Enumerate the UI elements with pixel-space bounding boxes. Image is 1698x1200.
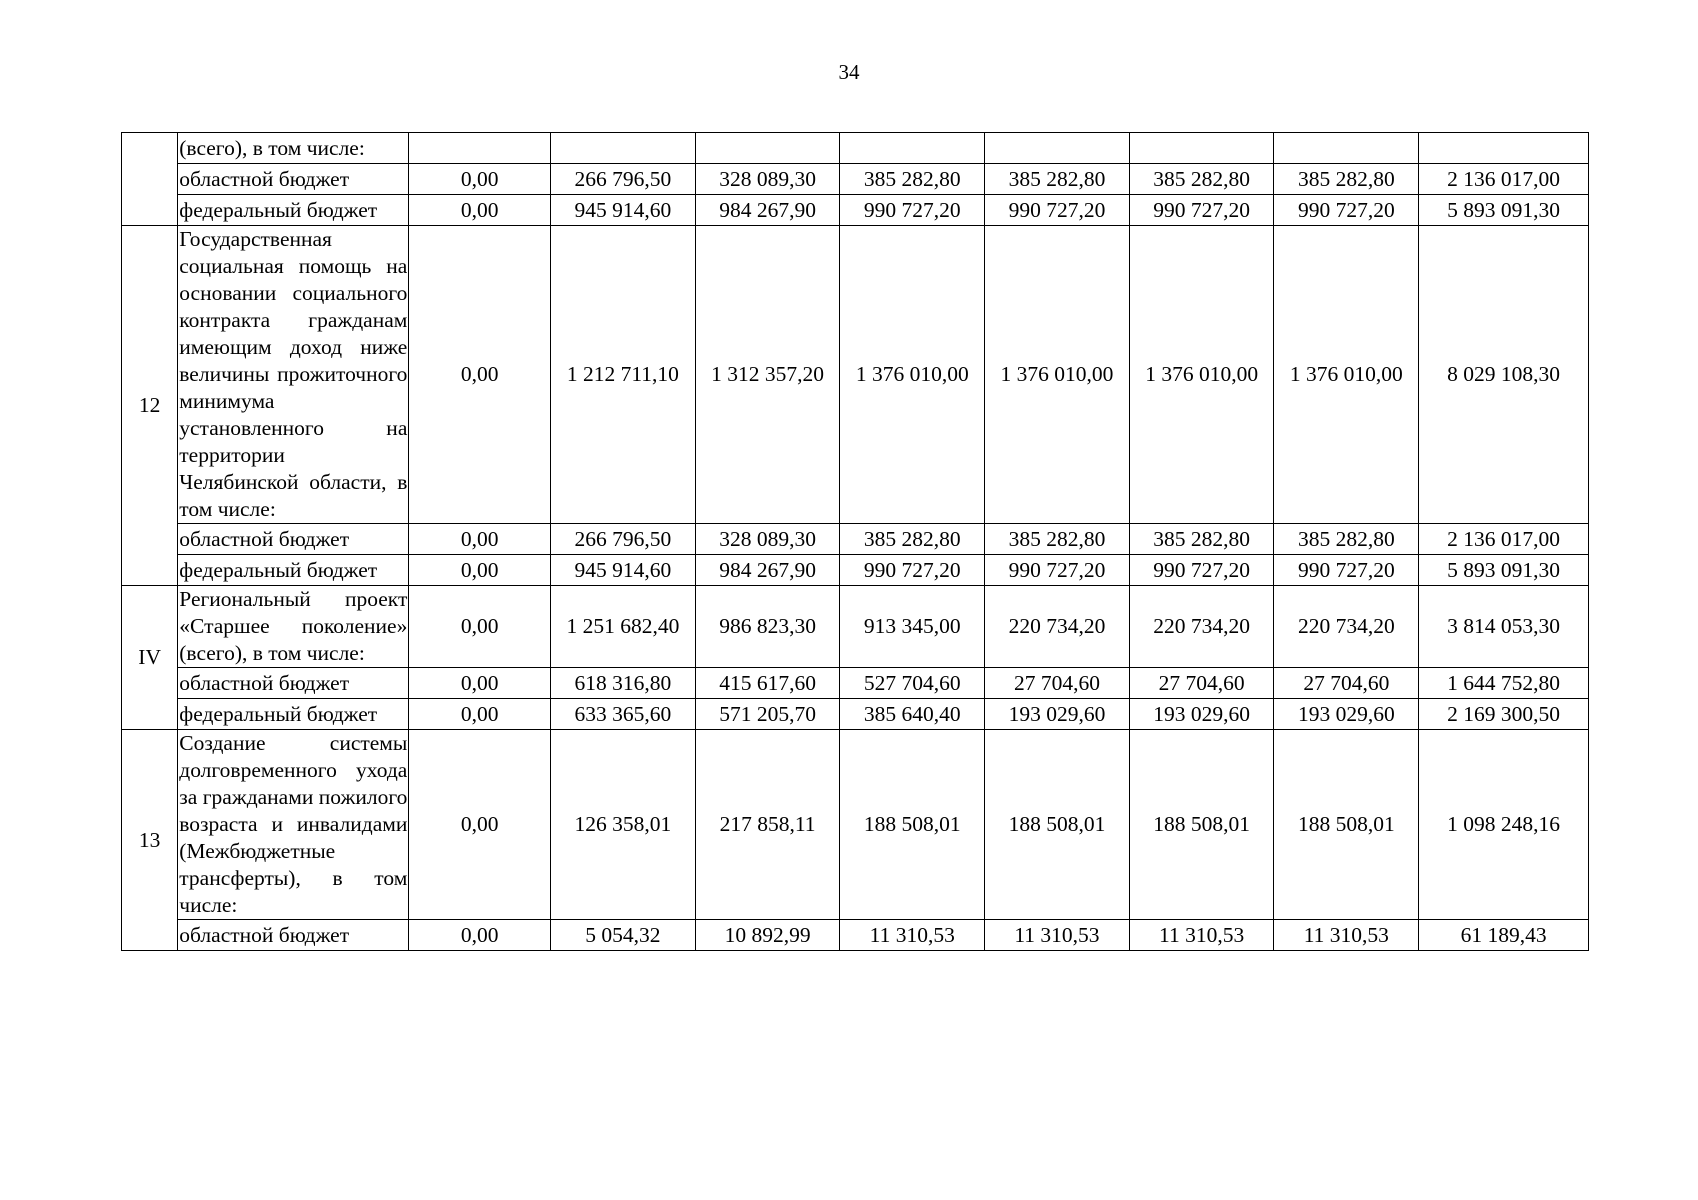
cell-value: 990 727,20: [1129, 555, 1274, 586]
row-label: областной бюджет: [178, 668, 409, 699]
budget-table: [121, 132, 1589, 951]
cell-value: [1129, 133, 1274, 164]
cell-value: 10 892,99: [695, 920, 840, 951]
row-label: Государственная социальная помощь на основании социального контракта гражданам имеющим доход ниже величины прожиточного минимума установленного на территории Челябинской области, в том числе:: [178, 226, 409, 524]
cell-value: 193 029,60: [1274, 699, 1419, 730]
cell-value: 913 345,00: [840, 586, 985, 668]
cell-value: 8 029 108,30: [1419, 226, 1589, 524]
cell-value: 11 310,53: [1129, 920, 1274, 951]
cell-value: 385 640,40: [840, 699, 985, 730]
cell-value: 126 358,01: [551, 730, 696, 920]
cell-value: 266 796,50: [551, 524, 696, 555]
cell-value: 385 282,80: [1274, 524, 1419, 555]
cell-value: 990 727,20: [840, 195, 985, 226]
cell-value: 27 704,60: [1129, 668, 1274, 699]
cell-value: 0,00: [409, 920, 551, 951]
cell-value: 1 376 010,00: [840, 226, 985, 524]
page-number: 34: [838, 60, 860, 84]
cell-value: [840, 133, 985, 164]
cell-value: 986 823,30: [695, 586, 840, 668]
cell-value: 945 914,60: [551, 555, 696, 586]
cell-value: 2 136 017,00: [1419, 524, 1589, 555]
table-row: [122, 555, 1589, 586]
cell-value: 328 089,30: [695, 164, 840, 195]
cell-value: 0,00: [409, 164, 551, 195]
cell-value: 385 282,80: [840, 164, 985, 195]
cell-value: 328 089,30: [695, 524, 840, 555]
cell-value: 11 310,53: [985, 920, 1130, 951]
cell-value: 1 376 010,00: [1129, 226, 1274, 524]
row-label: областной бюджет: [178, 164, 409, 195]
cell-value: 633 365,60: [551, 699, 696, 730]
cell-value: 193 029,60: [1129, 699, 1274, 730]
cell-value: 1 212 711,10: [551, 226, 696, 524]
cell-value: 217 858,11: [695, 730, 840, 920]
cell-value: 1 251 682,40: [551, 586, 696, 668]
cell-value: 0,00: [409, 226, 551, 524]
table-row: [122, 668, 1589, 699]
cell-value: 1 312 357,20: [695, 226, 840, 524]
cell-value: 990 727,20: [840, 555, 985, 586]
row-label: Региональный проект «Старшее поколение» (всего), в том числе:: [178, 586, 409, 668]
cell-value: 990 727,20: [1274, 555, 1419, 586]
cell-value: 27 704,60: [985, 668, 1130, 699]
table-row: [122, 164, 1589, 195]
cell-value: 990 727,20: [1129, 195, 1274, 226]
table-row: [122, 524, 1589, 555]
cell-value: 1 644 752,80: [1419, 668, 1589, 699]
table-row: [122, 699, 1589, 730]
row-index: [122, 133, 178, 226]
cell-value: 27 704,60: [1274, 668, 1419, 699]
cell-value: 385 282,80: [840, 524, 985, 555]
row-index: 13: [122, 730, 178, 951]
cell-value: 11 310,53: [840, 920, 985, 951]
cell-value: 5 893 091,30: [1419, 195, 1589, 226]
cell-value: 5 893 091,30: [1419, 555, 1589, 586]
cell-value: [551, 133, 696, 164]
cell-value: 0,00: [409, 555, 551, 586]
table-row: [122, 195, 1589, 226]
row-label: областной бюджет: [178, 920, 409, 951]
cell-value: [1419, 133, 1589, 164]
cell-value: 0,00: [409, 524, 551, 555]
cell-value: 0,00: [409, 730, 551, 920]
cell-value: 2 169 300,50: [1419, 699, 1589, 730]
row-label: федеральный бюджет: [178, 555, 409, 586]
cell-value: 1 098 248,16: [1419, 730, 1589, 920]
cell-value: 618 316,80: [551, 668, 696, 699]
cell-value: 0,00: [409, 586, 551, 668]
row-label: Создание системы долговременного ухода за гражданами пожилого возраста и инвалидами (Межбюджетные трансферты), в том числе:: [178, 730, 409, 920]
cell-value: 385 282,80: [1129, 524, 1274, 555]
cell-value: 188 508,01: [1274, 730, 1419, 920]
cell-value: 1 376 010,00: [985, 226, 1130, 524]
cell-value: 385 282,80: [1129, 164, 1274, 195]
cell-value: 266 796,50: [551, 164, 696, 195]
cell-value: 220 734,20: [1274, 586, 1419, 668]
cell-value: 193 029,60: [985, 699, 1130, 730]
cell-value: 11 310,53: [1274, 920, 1419, 951]
cell-value: [985, 133, 1130, 164]
row-label: федеральный бюджет: [178, 195, 409, 226]
cell-value: [409, 133, 551, 164]
cell-value: 220 734,20: [985, 586, 1130, 668]
cell-value: 385 282,80: [985, 524, 1130, 555]
table-row: [122, 730, 1589, 920]
cell-value: 188 508,01: [1129, 730, 1274, 920]
cell-value: 571 205,70: [695, 699, 840, 730]
cell-value: [1274, 133, 1419, 164]
table-row: [122, 586, 1589, 668]
row-index: IV: [122, 586, 178, 730]
cell-value: 385 282,80: [1274, 164, 1419, 195]
cell-value: 984 267,90: [695, 555, 840, 586]
cell-value: 61 189,43: [1419, 920, 1589, 951]
cell-value: 1 376 010,00: [1274, 226, 1419, 524]
cell-value: 5 054,32: [551, 920, 696, 951]
cell-value: 0,00: [409, 699, 551, 730]
cell-value: 385 282,80: [985, 164, 1130, 195]
row-label: федеральный бюджет: [178, 699, 409, 730]
cell-value: 527 704,60: [840, 668, 985, 699]
row-label: областной бюджет: [178, 524, 409, 555]
cell-value: 990 727,20: [985, 555, 1130, 586]
cell-value: 188 508,01: [985, 730, 1130, 920]
cell-value: 220 734,20: [1129, 586, 1274, 668]
table-row: [122, 920, 1589, 951]
cell-value: 415 617,60: [695, 668, 840, 699]
cell-value: 3 814 053,30: [1419, 586, 1589, 668]
cell-value: 945 914,60: [551, 195, 696, 226]
cell-value: 990 727,20: [1274, 195, 1419, 226]
cell-value: 984 267,90: [695, 195, 840, 226]
cell-value: [695, 133, 840, 164]
table-row: [122, 133, 1589, 164]
cell-value: 2 136 017,00: [1419, 164, 1589, 195]
cell-value: 188 508,01: [840, 730, 985, 920]
cell-value: 0,00: [409, 195, 551, 226]
row-index: 12: [122, 226, 178, 586]
cell-value: 990 727,20: [985, 195, 1130, 226]
row-label: (всего), в том числе:: [178, 133, 409, 164]
cell-value: 0,00: [409, 668, 551, 699]
table-row: [122, 226, 1589, 524]
